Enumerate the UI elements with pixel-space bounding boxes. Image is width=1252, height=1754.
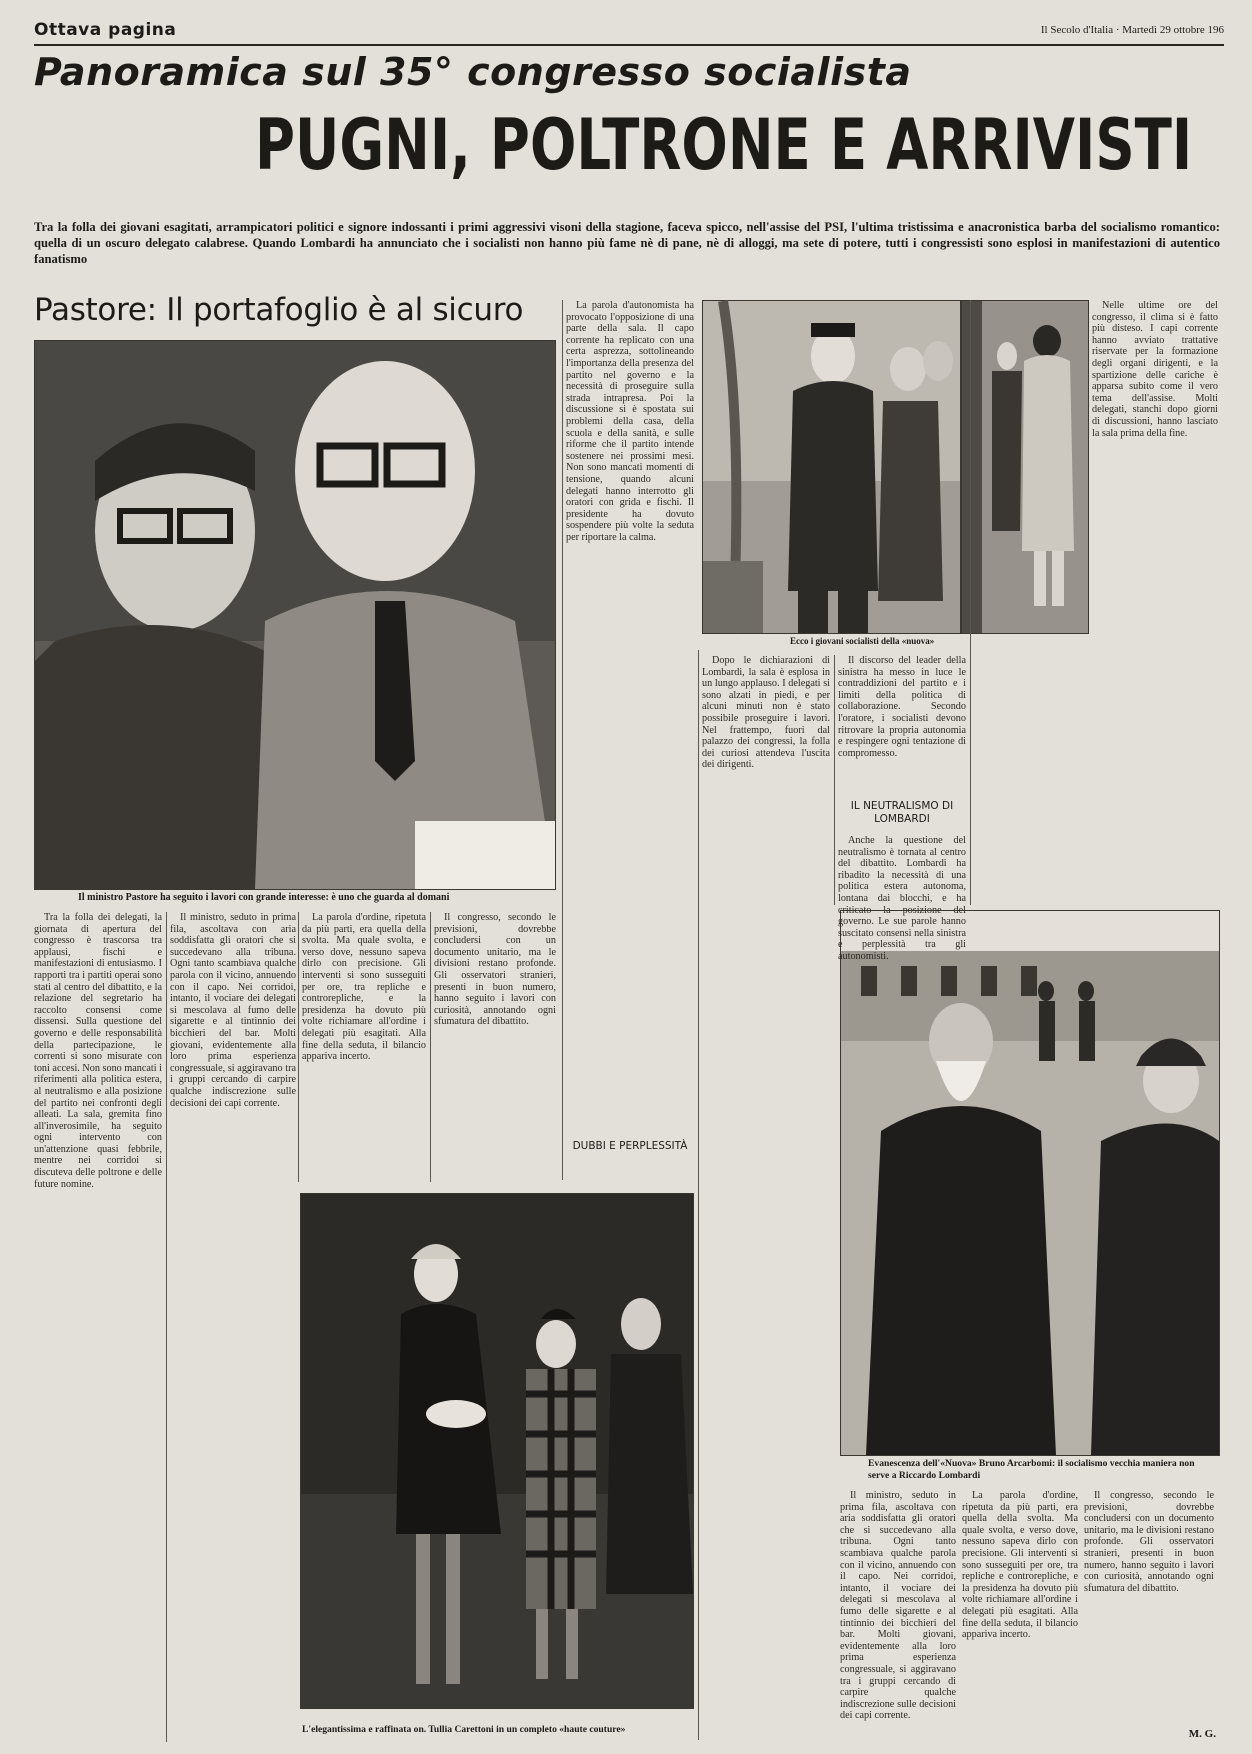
standfirst: Tra la folla dei giovani esagitati, arrampicatori politici e signore indossanti i primi aggressivi visoni della stagione, faceva spicco, nell'assise del PSI, l'ultima tristissima e anacronistica barba del socialismo romantico: quella di un oscuro delegato calabrese. Quando Lombardi ha annunciato che i socialisti non hanno più fame nè di pane, nè di alloggi, ma sete di potere, tutti i congressisti sono esplosi in manifestazioni di autentico fanatismo — [34, 220, 1220, 266]
subhead: Pastore: Il portafoglio è al sicuro — [34, 292, 524, 328]
column-7 — [838, 655, 966, 795]
photo-bearded-delegate — [840, 910, 1220, 1456]
column-12 — [1084, 1490, 1214, 1730]
column-1-text: Tra la folla dei delegati, la giornata di apertura del congresso è trascorsa tra applausi, fischi e manifestazioni di entusiasmo. I rapporti tra i partiti operai sono stati al centro del dibattito, e la relazione del segretario ha raccolto consensi come dissensi. Sulla questione del governo e delle responsabilità della partecipazione, le correnti si sono misurate con toni accesi. Non sono mancati i riferimenti alla politica estera, al neutralismo e alla posizione del partito nei confronti degli alleati. La sala, gremita fino all'inverosimile, ha seguito ogni intervento con un'attenzione quasi febbrile, mentre nei corridoi si discuteva delle poltrone e delle future nomine. — [34, 912, 162, 1190]
column-6-text: Dopo le dichiarazioni di Lombardi, la sala è esplosa in un lungo applauso. I delegati si sono alzati in piedi, e per alcuni minuti non è stato possibile proseguire i lavori. Nel frattempo, fuori dal palazzo dei congressi, la folla dei curiosi attendeva l'uscita dei dirigenti. — [702, 655, 830, 771]
column-1 — [34, 912, 162, 1742]
photo-young-socialists-image — [703, 301, 960, 633]
column-10-text: Il ministro, seduto in prima fila, ascoltava con aria soddisfatta gli oratori che si succedevano alla tribuna. Ogni tanto scambiava qualche parola con il vicino, annuendo con il capo. Nei corridoi, intanto, il vociare dei delegati si mescolava al fumo delle sigarette e al tintinnio dei bicchieri del bar. Molti giovani, evidentemente alla loro prima esperienza congressuale, si aggiravano tra i gruppi cercando di carpire qualche indiscrezione sulle decisioni dei capi corrente. — [840, 1490, 956, 1722]
photo-pastore-image — [35, 341, 555, 889]
column-2 — [170, 912, 296, 1742]
section-label: Ottava pagina — [34, 20, 177, 40]
column-3 — [302, 912, 426, 1182]
column-8-text: Anche la questione del neutralismo è tornata al centro del dibattito. Lombardi ha ribadito la necessità di una politica estera autonoma, lontana dai blocchi, e ha criticato la posizione del governo. Le sue parole hanno suscitato consensi nella sinistra e perplessità tra gli autonomisti. — [838, 835, 966, 962]
rule-col2 — [298, 912, 299, 1182]
caption-photo-bearded: Evanescenza dell'«Nuova» Bruno Arcarbomi: il socialismo vecchia maniera non serve a Riccardo Lombardi — [868, 1458, 1195, 1481]
column-4-text: Il congresso, secondo le previsioni, dovrebbe concludersi con un documento unitario, ma le divisioni restano profonde. Gli osservatori stranieri, presenti in buon numero, hanno seguito i lavori con curiosità, annotando ogni sfumatura del dibattito. — [434, 912, 556, 1028]
interhead-neutralismo: IL NEUTRALISMO DI LOMBARDI — [850, 800, 954, 825]
photo-young-socialists — [702, 300, 961, 634]
column-3-text: La parola d'ordine, ripetuta da più parti, era quella della svolta. Ma quale svolta, e verso dove, nessuno sapeva dirlo con precisione. Gli interventi si sono susseguiti per ore, tra repliche e controrepliche, e la presidenza ha dovuto più volte richiamare all'ordine i delegati più esagitati. Alla fine della seduta, il bilancio appariva incerto. — [302, 912, 426, 1063]
column-11 — [962, 1490, 1078, 1740]
column-10 — [840, 1490, 956, 1740]
issue-line: Il Secolo d'Italia · Martedì 29 ottobre 196 — [1040, 24, 1224, 36]
column-2-text: Il ministro, seduto in prima fila, ascoltava con aria soddisfatta gli oratori che si succedevano alla tribuna. Ogni tanto scambiava qualche parola con il vicino, annuendo con il capo. Nei corridoi, intanto, il vociare dei delegati si mescolava al fumo delle sigarette e al tintinnio dei bicchieri del bar. Molti giovani, evidentemente alla loro prima esperienza congressuale, si aggiravano tra i gruppi cercando di carpire qualche indiscrezione sulle decisioni dei capi corrente. — [170, 912, 296, 1109]
column-5-text: La parola d'autonomista ha provocato l'opposizione di una parte della sala. Il capo corrente ha replicato con una certa asprezza, sottolineando l'importanza della presenza del partito nel governo e la necessità di proseguire sulla strada intrapresa. Poi la discussione si è spostata sui problemi della casa, della scuola e della sanità, e sulle riforme che il partito intende sostenere nei prossimi mesi. Non sono mancati momenti di tensione, quando alcuni delegati hanno interrotto gli oratori con grida e fischi. Il presidente ha dovuto sospendere più volte la seduta per riportare la calma. — [566, 300, 694, 543]
column-4 — [434, 912, 556, 1182]
column-11-text: La parola d'ordine, ripetuta da più parti, era quella della svolta. Ma quale svolta, e verso dove, nessuno sapeva dirlo con precisione. Gli interventi si sono susseguiti per ore, tra repliche e controrepliche, e la presidenza ha dovuto più volte richiamare all'ordine i delegati più esagitati. Alla fine della seduta, il bilancio appariva incerto. — [962, 1490, 1078, 1641]
rule-col1 — [166, 912, 167, 1742]
signature: M. G. — [1188, 1728, 1216, 1740]
caption-photo-carettoni: L'elegantissima e raffinata on. Tullia Carettoni in un completo «haute couture» — [302, 1724, 626, 1735]
column-9-text: Nelle ultime ore del congresso, il clima si è fatto più disteso. I capi corrente hanno avviato trattative riservate per la formazione degli organi dirigenti, e la spartizione delle cariche è apparsa subito come il vero tema dell'assise. Molti delegati, stanchi dopo giorni di discussioni, hanno lasciato la sala prima della fine. — [1092, 300, 1218, 439]
photo-carettoni-image — [301, 1194, 693, 1708]
column-7-text: Il discorso del leader della sinistra ha messo in luce le contraddizioni del partito e i limiti della politica di collaborazione. Secondo l'oratore, i socialisti devono ritrovare la propria autonomia e respingere ogni tentazione di compromesso. — [838, 655, 966, 759]
photo-bearded-delegate-image — [841, 911, 1219, 1455]
column-12-text: Il congresso, secondo le previsioni, dovrebbe concludersi con un documento unitario, ma le divisioni restano profonde. Gli osservatori stranieri, presenti in buon numero, hanno seguito i lavori con curiosità, annotando ogni sfumatura del dibattito. — [1084, 1490, 1214, 1594]
headline: PUGNI, POLTRONE E ARRIVISTI — [255, 104, 1193, 186]
photo-delegate-coat-image — [962, 301, 1088, 633]
rule-col5 — [562, 300, 563, 1180]
photo-pastore — [34, 340, 556, 890]
rule-col6 — [834, 655, 835, 905]
column-8 — [838, 835, 966, 962]
column-9 — [1092, 300, 1218, 900]
rule-col8 — [970, 300, 971, 905]
interhead-dubbi: DUBBI E PERPLESSITÀ — [572, 1140, 688, 1152]
column-5 — [566, 300, 694, 1180]
photo-carettoni — [300, 1193, 694, 1709]
rule-col3 — [430, 912, 431, 1182]
kicker: Panoramica sul 35° congresso socialista — [34, 50, 912, 94]
photo-delegate-coat — [961, 300, 1089, 634]
caption-photo-pastore: Il ministro Pastore ha seguito i lavori con grande interesse: è uno che guarda al domani — [78, 892, 450, 903]
rule-col5b — [698, 650, 699, 1740]
caption-photo-young: Ecco i giovani socialisti della «nuova» — [790, 636, 935, 646]
column-6 — [702, 655, 830, 1740]
masthead — [34, 20, 1224, 46]
